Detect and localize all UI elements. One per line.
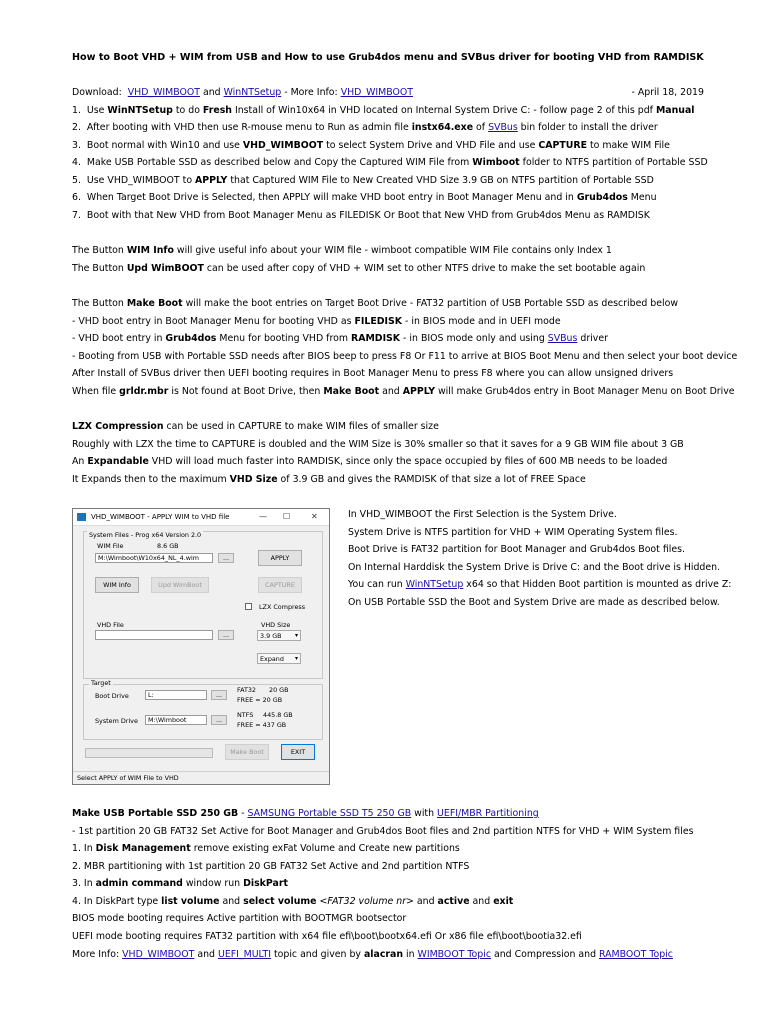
usb-line-4: 3. In admin command window run DiskPart xyxy=(72,878,288,889)
side-text-3: Boot Drive is FAT32 partition for Boot Manager and Grub4dos Boot files. xyxy=(348,544,685,555)
step-7: 7. Boot with that New VHD from Boot Manager Menu as FILEDISK Or Boot that New VHD from Grub4dos Menu as RAMDISK xyxy=(72,210,650,221)
fat32-label: FAT32 xyxy=(237,686,256,694)
fat32-free: FREE = 20 GB xyxy=(237,696,283,704)
vhd-wimboot-info-link[interactable]: VHD_WIMBOOT xyxy=(340,87,413,98)
side-text-4: On Internal Harddisk the System Drive is Drive C: and the Boot drive is Hidden. xyxy=(348,562,721,573)
system-files-group-title: System Files - Prog x64 Version 2.0 xyxy=(89,531,202,539)
grldr-line: When file grldr.mbr is Not found at Boot Drive, then Make Boot and APPLY will make Grub4dos entry in Boot Manager Menu on Boot Drive xyxy=(72,386,735,397)
lzx-compress-label: LZX Compress xyxy=(259,603,306,611)
side-text-1: In VHD_WIMBOOT the First Selection is the System Drive. xyxy=(348,509,617,520)
wim-size-value: 8.6 GB xyxy=(157,542,179,550)
vhd-size-line: It Expands then to the maximum VHD Size of 3.9 GB and gives the RAMDISK of that size a lot of FREE Space xyxy=(72,474,586,485)
ramdisk-line: - VHD boot entry in Grub4dos Menu for booting VHD from RAMDISK - in BIOS mode only and using SVBus driver xyxy=(72,333,608,344)
status-text: Select APPLY of WIM File to VHD xyxy=(77,774,179,782)
boot-drive-label: Boot Drive xyxy=(95,692,129,700)
vhd-size-label: VHD Size xyxy=(261,621,291,629)
system-drive-label: System Drive xyxy=(95,717,138,725)
maximize-icon[interactable]: ☐ xyxy=(283,512,291,521)
step-4: 4. Make USB Portable SSD as described below and Copy the Captured WIM File from Wimboot folder to NTFS partition of Portable SSD xyxy=(72,157,708,168)
upd-wimboot-paragraph: The Button Upd WimBOOT can be used after copy of VHD + WIM set to other NTFS drive to make the set bootable again xyxy=(72,263,646,274)
more-info-vhd-link[interactable]: VHD_WIMBOOT xyxy=(122,949,195,960)
usb-line-8: More Info: VHD_WIMBOOT and UEFI_MULTI topic and given by alacran in WIMBOOT Topic and Compression and RAMBOOT Topic xyxy=(72,949,673,960)
vhd-file-input[interactable] xyxy=(95,630,213,640)
vhd-size-select[interactable]: 3.9 GB ▾ xyxy=(257,630,301,641)
make-boot-button[interactable]: Make Boot xyxy=(225,744,269,760)
uefi-multi-link[interactable]: UEFI_MULTI xyxy=(217,949,271,960)
lzx-line: LZX Compression can be used in CAPTURE to make WIM files of smaller size xyxy=(72,421,439,432)
step-2: 2. After booting with VHD then use R-mouse menu to Run as admin file instx64.exe of SVBus bin folder to install the driver xyxy=(72,122,658,133)
lzx-detail-line: Roughly with LZX the time to CAPTURE is doubled and the WIM Size is 30% smaller so that it saves for a 9 GB WIM file about 3 GB xyxy=(72,439,684,450)
apply-button[interactable]: APPLY xyxy=(258,550,302,566)
download-line: Download: VHD_WIMBOOT and WinNTSetup - More Info: VHD_WIMBOOT - April 18, 2019 xyxy=(72,87,704,98)
status-bar xyxy=(73,771,329,784)
usb-line-5: 4. In DiskPart type list volume and select volume <FAT32 volume nr> and active and exit xyxy=(72,896,514,907)
capture-button[interactable]: CAPTURE xyxy=(258,577,302,593)
uefi-boot-line: After Install of SVBus driver then UEFI booting requires in Boot Manager Menu to press F8 where you can allow unsigned drivers xyxy=(72,368,674,379)
usb-line-7: UEFI mode booting requires FAT32 partition with x64 file efi\boot\bootx64.efi Or x86 file efi\boot\bootia32.efi xyxy=(72,931,582,942)
publish-date: - April 18, 2019 xyxy=(631,87,704,98)
step-1: 1. Use WinNTSetup to do Fresh Install of Win10x64 in VHD located on Internal System Drive C: - follow page 2 of this pdf Manual xyxy=(72,105,695,116)
ntfs-label: NTFS xyxy=(237,711,254,719)
svbus-link[interactable]: SVBus xyxy=(488,122,518,133)
side-text-5: You can run WinNTSetup x64 so that Hidden Boot partition is mounted as drive Z: xyxy=(348,579,732,590)
wim-browse-button[interactable]: ... xyxy=(218,553,234,563)
wim-info-button[interactable]: WIM Info xyxy=(95,577,139,593)
vhd-file-label: VHD File xyxy=(97,621,124,629)
page-title: How to Boot VHD + WIM from USB and How to use Grub4dos menu and SVBus driver for booting VHD from RAMDISK xyxy=(72,52,704,63)
lzx-compress-checkbox[interactable] xyxy=(245,603,252,610)
vhd-wimboot-link[interactable]: VHD_WIMBOOT xyxy=(127,87,200,98)
boot-drive-browse-button[interactable]: ... xyxy=(211,690,227,700)
uefi-mbr-link[interactable]: UEFI/MBR Partitioning xyxy=(437,808,539,819)
usb-heading-line: Make USB Portable SSD 250 GB - SAMSUNG Portable SSD T5 250 GB with UEFI/MBR Partitioning xyxy=(72,808,539,819)
usb-line-1: - 1st partition 20 GB FAT32 Set Active for Boot Manager and Grub4dos Boot files and 2nd partition NTFS for VHD + WIM System files xyxy=(72,826,694,837)
system-drive-browse-button[interactable]: ... xyxy=(211,715,227,725)
step-3: 3. Boot normal with Win10 and use VHD_WIMBOOT to select System Drive and VHD File and use CAPTURE to make WIM File xyxy=(72,140,670,151)
vhd-wimboot-window xyxy=(72,508,330,785)
side-text-6: On USB Portable SSD the Boot and System Drive are made as described below. xyxy=(348,597,720,608)
usb-line-3: 2. MBR partitioning with 1st partition 20 GB FAT32 Set Active and 2nd partition NTFS xyxy=(72,861,470,872)
make-boot-paragraph: The Button Make Boot will make the boot entries on Target Boot Drive - FAT32 partition of USB Portable SSD as described below xyxy=(72,298,679,309)
filedisk-line: - VHD boot entry in Boot Manager Menu for booting VHD as FILEDISK - in BIOS mode and in UEFI mode xyxy=(72,316,561,327)
bios-boot-line: - Booting from USB with Portable SSD needs after BIOS beep to press F8 Or F11 to arrive at BIOS Boot Menu and then select your boot device xyxy=(72,351,738,362)
vhd-browse-button[interactable]: ... xyxy=(218,630,234,640)
window-title: VHD_WIMBOOT - APPLY WIM to VHD file xyxy=(91,513,230,521)
side-text-2: System Drive is NTFS partition for VHD + WIM Operating System files. xyxy=(348,527,678,538)
close-icon[interactable]: ✕ xyxy=(311,512,318,521)
fat32-size: 20 GB xyxy=(269,686,289,694)
step-6: 6. When Target Boot Drive is Selected, then APPLY will make VHD boot entry in Boot Manager Menu and in Grub4dos Menu xyxy=(72,192,657,203)
chevron-down-icon: ▾ xyxy=(294,655,298,662)
upd-wimboot-button[interactable]: Upd WimBoot xyxy=(151,577,209,593)
app-icon xyxy=(77,513,86,521)
wimboot-topic-link[interactable]: WIMBOOT Topic xyxy=(417,949,491,960)
wim-info-paragraph: The Button WIM Info will give useful info about your WIM file - wimboot compatible WIM File contains only Index 1 xyxy=(72,245,612,256)
samsung-ssd-link[interactable]: SAMSUNG Portable SSD T5 250 GB xyxy=(247,808,412,819)
boot-drive-input[interactable]: L: xyxy=(145,690,207,700)
system-drive-input[interactable]: M:\Wimboot xyxy=(145,715,207,725)
window-titlebar[interactable] xyxy=(73,509,329,526)
svbus-driver-link[interactable]: SVBus xyxy=(547,333,578,344)
wim-file-input[interactable]: M:\Wimboot\W10x64_NL_4.wim xyxy=(95,553,213,563)
winntsetup-link[interactable]: WinNTSetup xyxy=(223,87,282,98)
ntfs-size: 445.8 GB xyxy=(263,711,293,719)
wim-file-label: WIM File xyxy=(97,542,124,550)
progress-bar xyxy=(85,748,213,758)
step-5: 5. Use VHD_WIMBOOT to APPLY that Captured WIM File to New Created VHD Size 3.9 GB on NTFS partition of Portable SSD xyxy=(72,175,654,186)
usb-line-2: 1. In Disk Management remove existing exFat Volume and Create new partitions xyxy=(72,843,460,854)
vhd-type-select[interactable]: Expand ▾ xyxy=(257,653,301,664)
minimize-icon[interactable]: — xyxy=(259,512,267,521)
ntfs-free: FREE = 437 GB xyxy=(237,721,287,729)
expandable-line: An Expandable VHD will load much faster into RAMDISK, since only the space occupied by files of 600 MB needs to be loaded xyxy=(72,456,668,467)
target-group-title: Target xyxy=(91,679,111,687)
exit-button[interactable]: EXIT xyxy=(281,744,315,760)
chevron-down-icon: ▾ xyxy=(294,632,298,639)
ramboot-topic-link[interactable]: RAMBOOT Topic xyxy=(599,949,673,960)
winntsetup-side-link[interactable]: WinNTSetup xyxy=(405,579,464,590)
usb-line-6: BIOS mode booting requires Active partition with BOOTMGR bootsector xyxy=(72,913,407,924)
